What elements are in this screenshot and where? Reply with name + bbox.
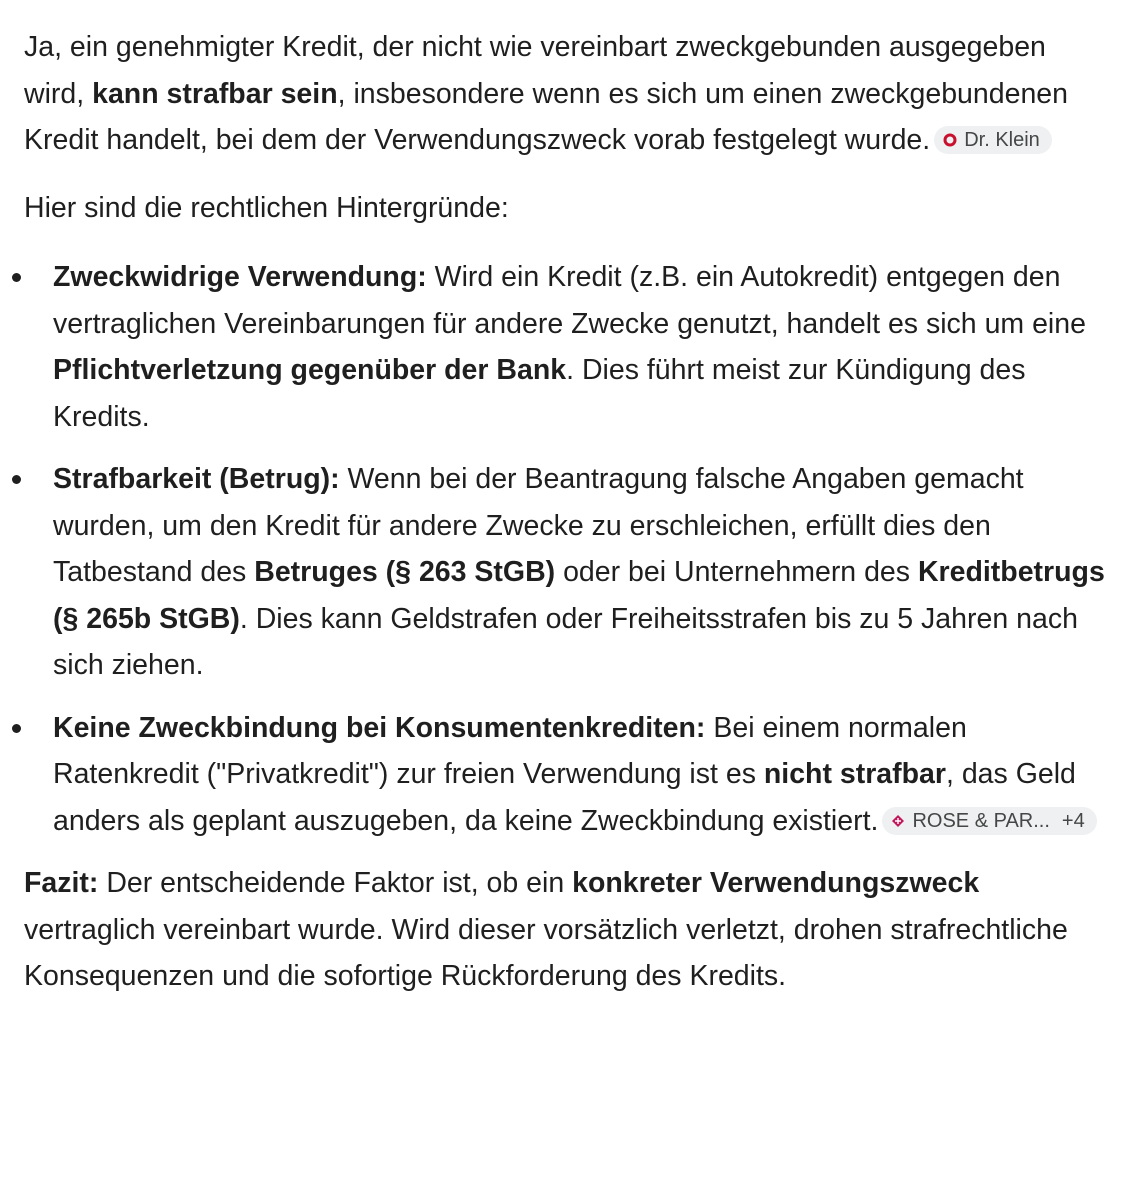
source-chip-label: ROSE & PAR... [912, 809, 1050, 832]
bullet-icon [12, 475, 21, 484]
points-list [24, 254, 1113, 844]
source-chip-label: Dr. Klein [964, 129, 1040, 151]
lead-paragraph: Hier sind die rechtlichen Hintergründe: [24, 191, 509, 224]
fazit-title: Fazit: [24, 867, 99, 899]
bullet-icon [12, 273, 21, 282]
dr-klein-logo-icon [943, 133, 957, 147]
point-text: oder bei Unternehmern des [555, 556, 918, 588]
point-bold: Pflichtverletzung gegenüber der Bank [53, 354, 567, 386]
fazit-text: Der entscheidende Faktor ist, ob ein [98, 867, 573, 899]
point-title: Zweckwidrige Verwendung: [53, 261, 427, 293]
point-bold: Kreditbetrugs (§ 265b StGB) [53, 556, 1105, 635]
point-bold: Betruges (§ 263 StGB) [254, 556, 556, 588]
fazit-paragraph [24, 860, 1113, 1000]
point-text: . Dies führt meist zur Kündigung des Kredits. [53, 354, 1026, 433]
intro-text-2: , insbesondere wenn es sich um einen zweckgebundenen Kredit handelt, bei dem der Verwendungszweck vorab festgelegt wurde. [24, 77, 1069, 156]
list-item [24, 456, 1113, 689]
point-title: Keine Zweckbindung bei Konsumentenkrediten: [53, 711, 706, 744]
list-item [24, 254, 1113, 440]
fazit-bold: konkreter Verwendungszweck [572, 867, 980, 899]
list-item [24, 705, 1113, 845]
intro-bold-1: kann strafbar sein [92, 77, 338, 110]
point-text: , das Geld anders als geplant auszugeben, da keine Zweckbindung existiert. [53, 758, 1076, 837]
intro-text-1: Ja, ein genehmigter Kredit, der nicht wie vereinbart zweckgebunden ausgegeben wird, [24, 31, 1046, 110]
point-text: Bei einem normalen Ratenkredit ("Privatkredit") zur freien Verwendung ist es [53, 711, 967, 790]
point-text: Wenn bei der Beantragung falsche Angaben gemacht wurden, um den Kredit für andere Zwecke zu erschleichen, erfüllt dies den Tatbestand des [53, 463, 1024, 588]
rose-partner-logo-icon [891, 814, 905, 828]
source-chip-dr-klein[interactable] [934, 126, 1052, 154]
point-text: Wird ein Kredit (z.B. ein Autokredit) entgegen den vertraglichen Vereinbarungen für andere Zwecke genutzt, handelt es sich um eine [53, 261, 1086, 340]
point-title: Strafbarkeit (Betrug): [53, 463, 340, 495]
source-chip-rose-partner[interactable] [882, 807, 1096, 835]
bullet-icon [12, 724, 21, 733]
fazit-text: vertraglich vereinbart wurde. Wird dieser vorsätzlich verletzt, drohen strafrechtliche Konsequenzen und die sofortige Rückforderung des Kredits. [24, 913, 1068, 992]
source-chip-more-count: +4 [1061, 809, 1085, 832]
point-bold: nicht strafbar [763, 758, 946, 790]
intro-paragraph [24, 24, 1113, 164]
point-text: . Dies kann Geldstrafen oder Freiheitsstrafen bis zu 5 Jahren nach sich ziehen. [53, 602, 1078, 681]
